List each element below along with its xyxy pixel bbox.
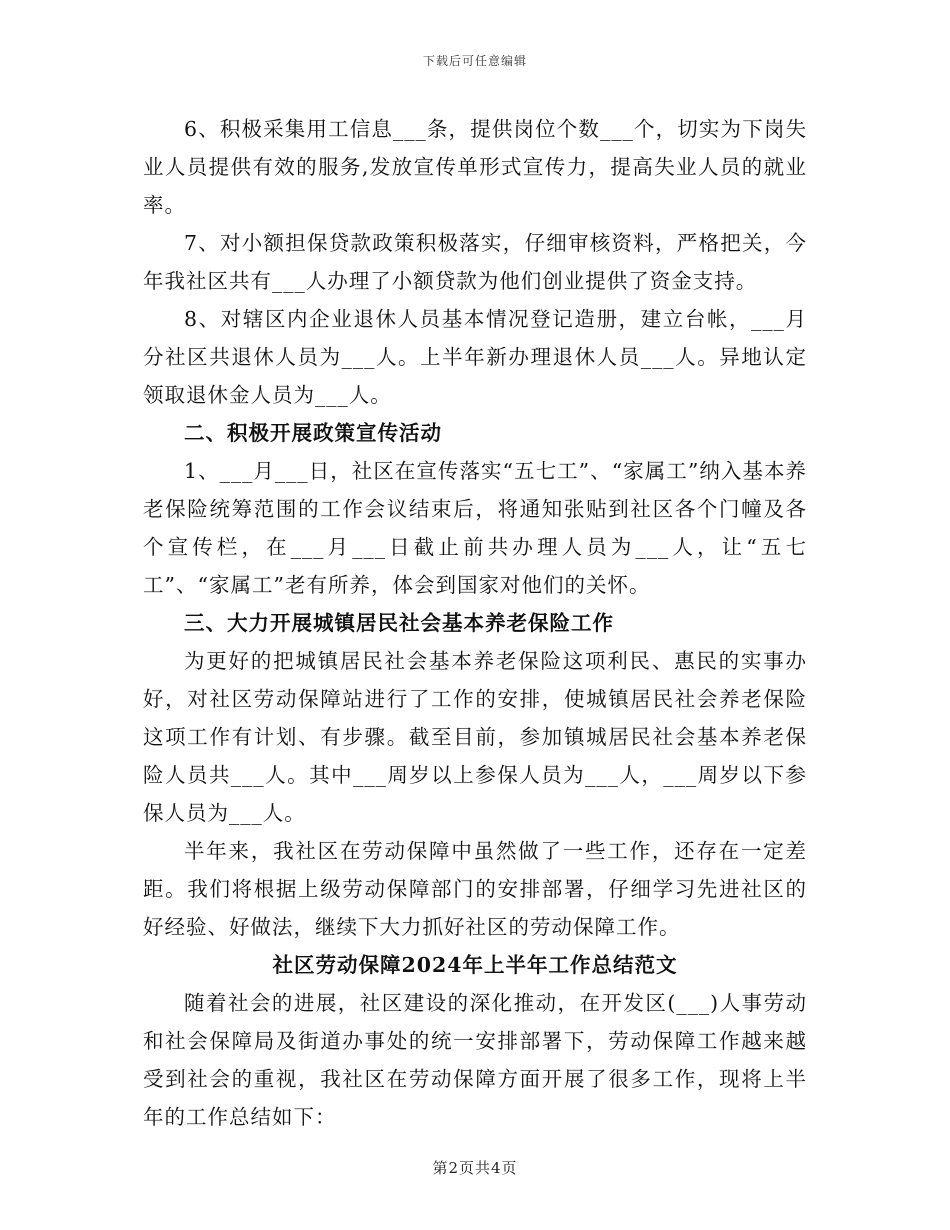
section-heading-2: 二、积极开展政策宣传活动 — [184, 421, 442, 445]
paragraph-item-6: 6、积极采集用工信息___条，提供岗位个数___个，切实为下岗失业人员提供有效的服务,发放宣传单形式宣传力，提高失业人员的就业率。 — [143, 117, 807, 217]
intro-paragraph: 随着社会的进展，社区建设的深化推动，在开发区(___)人事劳动和社会保障局及街道办事处的统一安排部署下，劳动保障工作越来越受到社会的重视，我社区在劳动保障方面开展了很多工作，现将上半年的工作总结如下： — [143, 991, 807, 1129]
section3-paragraph-1: 为更好的把城镇居民社会基本养老保险这项利民、惠民的实事办好，对社区劳动保障站进行了工作的安排，使城镇居民社会养老保险这项工作有计划、有步骤。截至目前，参加镇城居民社会基本养老保险人员共___人。其中___周岁以上参保人员为___人，___周岁以下参保人员为___人。 — [143, 649, 807, 825]
document-body — [143, 110, 807, 1136]
paragraph-item-7: 7、对小额担保贷款政策积极落实，仔细审核资料，严格把关，今年我社区共有___人办理了小额贷款为他们创业提供了资金支持。 — [143, 231, 807, 293]
section-heading-3: 三、大力开展城镇居民社会基本养老保险工作 — [184, 611, 614, 635]
page-header-note: 下载后可任意编辑 — [422, 54, 527, 68]
section3-paragraph-2: 半年来，我社区在劳动保障中虽然做了一些工作，还存在一定差距。我们将根据上级劳动保障部门的安排部署，仔细学习先进社区的好经验、好做法，继续下大力抓好社区的劳动保障工作。 — [143, 839, 807, 939]
page-number: 第2页共4页 — [432, 1159, 518, 1177]
paragraph-item-8: 8、对辖区内企业退休人员基本情况登记造册，建立台帐，___月分社区共退休人员为___人。上半年新办理退休人员___人。异地认定领取退休金人员为___人。 — [143, 307, 807, 407]
section2-paragraph-1: 1、___月___日，社区在宣传落实“五七工”、“家属工”纳入基本养老保险统筹范围的工作会议结束后，将通知张贴到社区各个门幢及各个宣传栏，在___月___日截止前共办理人员为___人，让“五七工”、“家属工”老有所养，体会到国家对他们的关怀。 — [143, 459, 807, 597]
document-title: 社区劳动保障2024年上半年工作总结范文 — [272, 953, 678, 977]
